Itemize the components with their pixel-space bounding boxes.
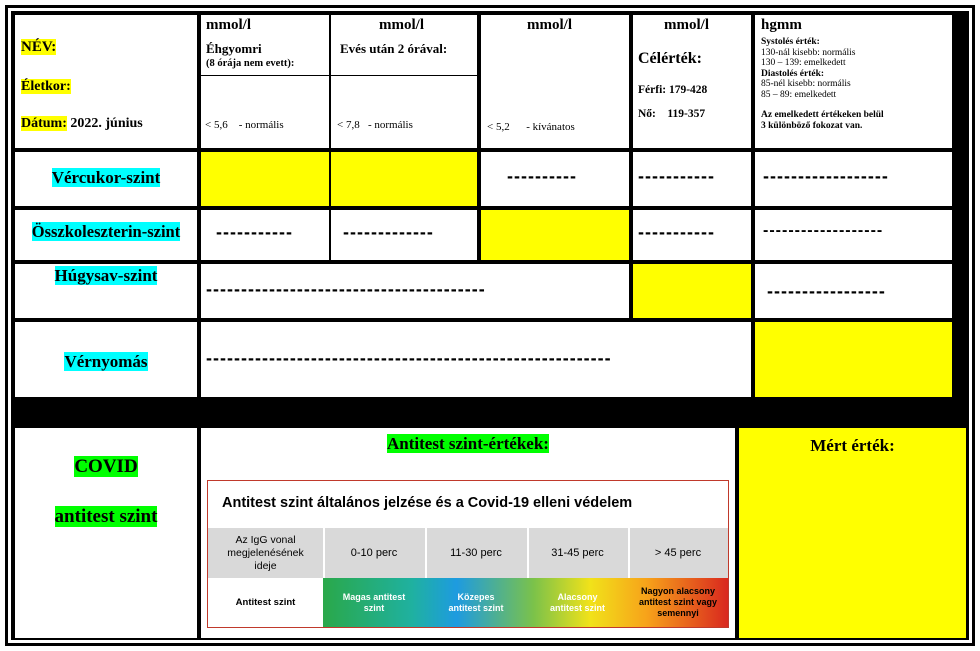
dash-line: ----------: [507, 166, 577, 186]
dash-line: -----------: [638, 166, 715, 186]
bp-systolic-title: Systolés érték:: [761, 37, 820, 47]
uric-target-title: Célérték:: [638, 50, 702, 67]
input-uric-acid[interactable]: [633, 264, 751, 318]
bp-note-line: Az emelkedett értékeken belül: [761, 110, 884, 120]
uric-acid-label: Húgysav-szint: [54, 266, 158, 285]
row-label-uric-acid: [15, 264, 197, 318]
cholesterol-label: Összkoleszterin-szint: [31, 222, 181, 241]
postmeal-title: Evés után 2 órával:: [340, 41, 448, 56]
igg-time-header: Az IgG vonal megjelenésének ideje: [227, 533, 304, 572]
cholesterol-range: < 5,2 - kívánatos: [487, 121, 575, 133]
bp-systolic-line: 130-nál kisebb: normális: [761, 47, 856, 58]
antibody-level: Alacsony antitest szint: [549, 591, 605, 613]
time-bucket: 11-30 perc: [450, 547, 502, 559]
input-blood-pressure[interactable]: [755, 322, 952, 397]
header-cholesterol-cell: [481, 15, 629, 148]
date-value: 2022. június: [66, 116, 143, 131]
row-label-cholesterol: [15, 210, 197, 260]
bp-systolic-line: 130 – 139: emelkedett: [761, 58, 846, 68]
covid-label-line2: antitest szint: [54, 506, 158, 527]
na-cell: [755, 152, 952, 206]
fasting-subtitle: (8 órája nem evett):: [206, 58, 295, 69]
na-cell: [201, 210, 329, 260]
bp-diastolic-line: 85 – 89: emelkedett: [761, 89, 837, 100]
dash-line: -----------------: [767, 281, 886, 301]
postmeal-unit: mmol/l: [379, 17, 424, 33]
dash-line: ----------------------------------------------------------: [206, 348, 612, 368]
na-cell: [201, 264, 629, 318]
time-bucket: 31-45 perc: [551, 547, 604, 559]
age-label: Életkor:: [21, 79, 71, 94]
antibody-level: Magas antitest szint: [342, 591, 406, 613]
uric-unit: mmol/l: [664, 17, 709, 33]
blood-sugar-label: Vércukor-szint: [51, 168, 161, 187]
antibody-table-title: Antitest szint általános jelzése és a Covid-19 elleni védelem: [222, 495, 633, 511]
dash-line: -------------------: [763, 222, 884, 239]
covid-label-cell: [15, 428, 197, 638]
cholesterol-unit: mmol/l: [527, 17, 572, 33]
postmeal-range: < 7,8 - normális: [337, 119, 413, 131]
na-cell: [755, 264, 952, 318]
antibody-values-title: Antitest szint-értékek:: [387, 434, 549, 453]
dash-line: ------------------: [763, 166, 889, 186]
header-fasting-cell: [201, 15, 329, 148]
covid-label-line1: COVID: [74, 456, 138, 477]
bp-diastolic-line: 85-nél kisebb: normális: [761, 79, 851, 89]
antibody-level: Nagyon alacsony antitest szint vagy semennyi: [638, 586, 718, 618]
na-cell: [633, 210, 751, 260]
time-bucket: > 45 perc: [654, 547, 702, 559]
bp-unit: hgmm: [761, 17, 802, 33]
bp-diastolic-title: Diastolés érték:: [761, 68, 825, 79]
na-cell: [201, 322, 751, 397]
na-cell: [633, 152, 751, 206]
input-measured-antibody[interactable]: [739, 428, 966, 638]
fasting-title: Éhgyomri: [206, 41, 262, 56]
na-cell: [331, 210, 477, 260]
dash-line: -----------: [638, 222, 715, 242]
dash-line: ----------------------------------------: [206, 279, 486, 299]
antibody-reference-table: [207, 480, 729, 628]
name-label: NÉV:: [21, 39, 57, 55]
header-info-cell: [15, 15, 197, 148]
uric-male: Férfi: 179-428: [638, 84, 708, 96]
uric-female: Nő: 119-357: [638, 108, 706, 120]
input-blood-sugar-postmeal[interactable]: [331, 152, 477, 206]
fasting-range: < 5,6 - normális: [205, 119, 284, 131]
covid-values-cell: [201, 428, 735, 638]
header-uric-cell: [633, 15, 751, 148]
input-blood-sugar-fasting[interactable]: [201, 152, 329, 206]
dash-line: -----------: [216, 222, 293, 242]
header-postmeal-cell: [331, 15, 477, 148]
na-cell: [755, 210, 952, 260]
time-bucket: 0-10 perc: [350, 547, 398, 559]
measured-value-title: Mért érték:: [810, 436, 895, 455]
dash-line: -------------: [343, 222, 434, 242]
header-bp-cell: [755, 15, 952, 148]
row-label-blood-sugar: [15, 152, 197, 206]
blood-pressure-label: Vérnyomás: [64, 352, 148, 371]
antibody-level-header: Antitest szint: [235, 597, 296, 608]
antibody-level: Közepes antitest szint: [448, 591, 504, 613]
row-label-blood-pressure: [15, 322, 197, 397]
input-cholesterol[interactable]: [481, 210, 629, 260]
fasting-unit: mmol/l: [206, 17, 251, 33]
bp-note-line: 3 különböző fokozat van.: [761, 120, 863, 131]
na-cell: [481, 152, 629, 206]
date-label: Dátum:: [21, 116, 67, 131]
